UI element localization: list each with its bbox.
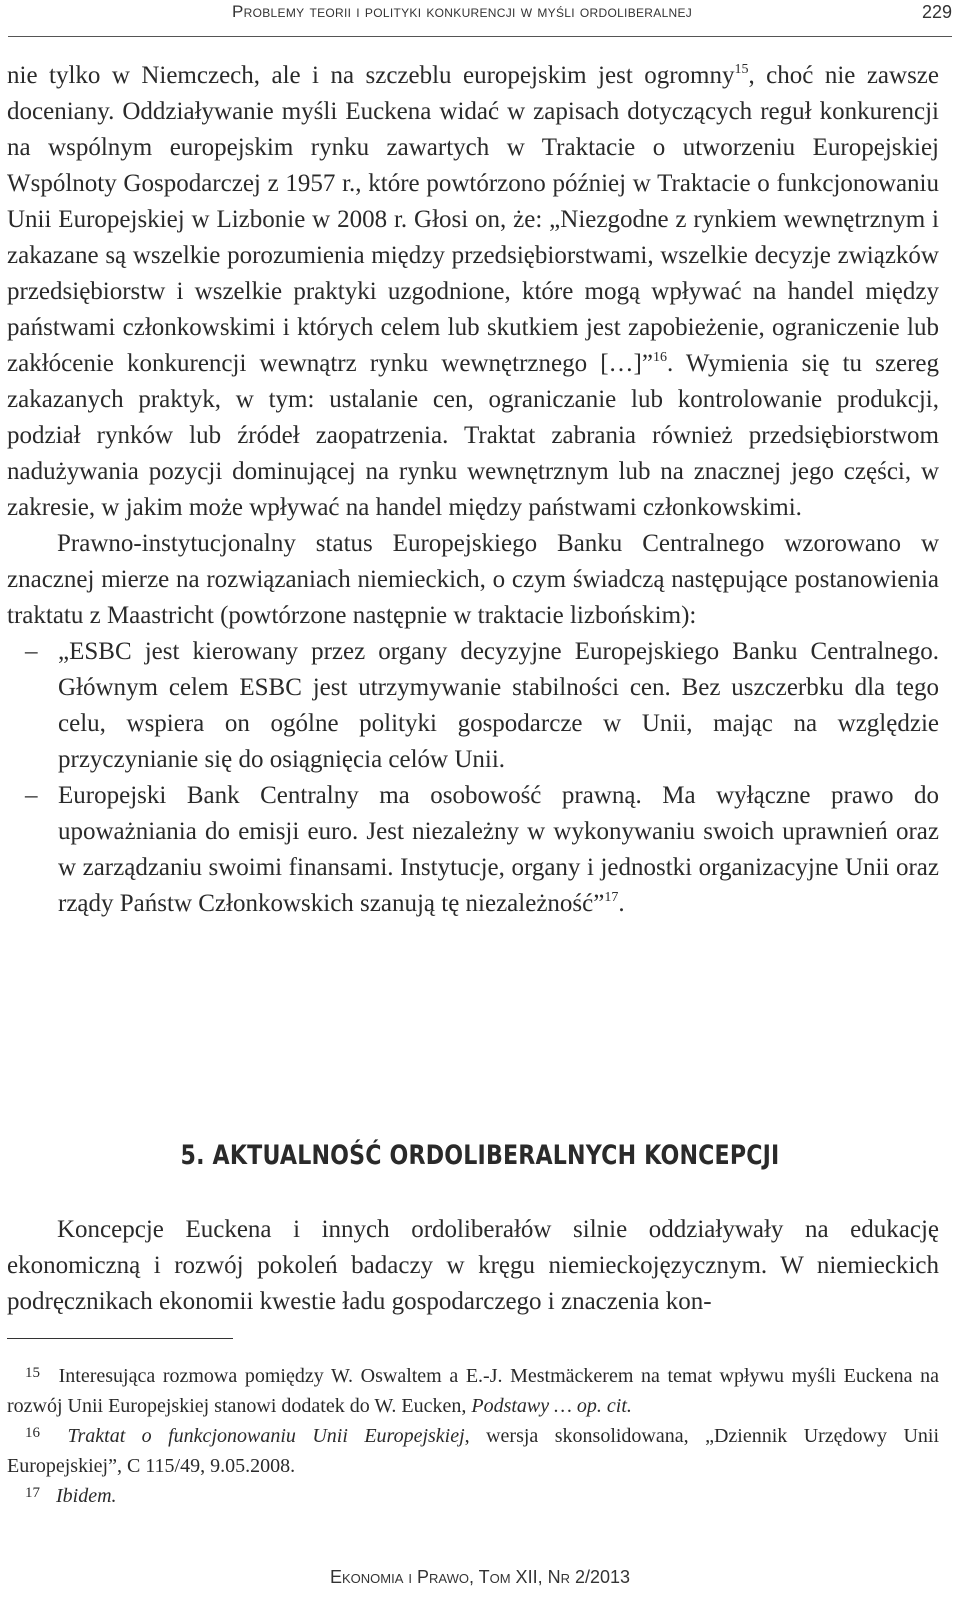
main-body-text [7,58,939,922]
footnote-text: , wersja skonsolidowana, „Dziennik Urzędowy Unii Europejskiej”, C 115/49, 9.05.2008. [7,1425,939,1477]
quote-item [7,634,939,778]
paragraph-text: nie tylko w Niemczech, ale i na szczeblu europejskim jest ogromny [7,62,735,89]
quote-text: „ESBC jest kierowany przez organy decyzyjne Europejskiego Banku Centralnego. Głównym celem ESBC jest utrzymywanie stabilności cen. Bez uszczerbku dla tego celu, wspiera on ogólne polityki gospodarcze w Unii, mając na względzie przyczynianie się do osiągnięcia celów Unii. [58,638,939,773]
paragraph-text: , choć nie zawsze doceniany. Oddziaływanie myśli Euckena widać w zapisach dotyczących reguł konkurencji na wspólnym europejskim rynku zawartych w Traktacie o utworzeniu Europejskiej Wspólnoty Gospodarczej z 1957 r., które powtórzono później w Traktacie o funkcjonowaniu Unii Europejskiej w Lizbonie w 2008 r. Głosi on, że: „Niezgodne z rynkiem wewnętrznym i zakazane są wszelkie porozumienia między przedsiębiorstwami, wszelkie decyzje związków przedsiębiorstw i wszelkie praktyki uzgodnione, które mogą wpływać na handel między państwami członkowskimi i których celem lub skutkiem jest zapobieżenie, ograniczenie lub zakłócenie konkurencji wewnątrz rynku wewnętrznego […]” [7,62,939,377]
quote-item [7,778,939,922]
footnote-citation: Traktat o funkcjonowaniu Unii Europejskiej [67,1425,465,1447]
list-dash: – [25,638,38,665]
running-footer: Ekonomia i Prawo, Tom XII, Nr 2/2013 [329,1567,631,1587]
section-body-text [7,1212,939,1320]
footnote-15: 15 Interesująca rozmowa pomiędzy W. Oswaltem a E.-J. Mestmäckerem na temat wpływu myśli Euckena na rozwój Unii Europejskiej stanowi dodatek do W. Eucken, Podstawy … op. cit. [7,1365,940,1417]
quote-text: Europejski Bank Centralny ma osobowość prawną. Ma wyłączne prawo do upoważniania do emisji euro. Jest niezależny w wykonywaniu swoich uprawnień oraz w zarządzaniu swoimi finansami. Instytucje, organy i jednostki organizacyjne Unii oraz rządy Państw Członkowskich szanują tę niezależność” [58,782,939,917]
footnote-ref-15[interactable]: 15 [734,62,749,77]
footnote-text: Interesująca rozmowa pomiędzy W. Oswaltem a E.-J. Mestmäckerem na temat wpływu myśli Euckena na rozwój Unii Europejskiej stanowi dodatek do W. Eucken, [7,1365,940,1417]
page-number: 229 [921,2,952,22]
footnotes [7,1361,939,1511]
paragraph-ordoliberal-influence [7,58,939,526]
footnote-divider [7,1338,233,1339]
running-title: Problemy teorii i polityki konkurencji w myśli ordoliberalnej [232,2,693,21]
paragraph-eucken-concepts: Koncepcje Euckena i innych ordoliberałów silnie oddziaływały na edukację ekonomiczną i rozwój pokoleń badaczy w kręgu niemieckojęzycznym. W niemieckich podręcznikach ekonomii kwestie ładu gospodarczego i znaczenia kon- [7,1216,939,1315]
list-dash: – [25,782,38,809]
footnote-ref-16[interactable]: 16 [652,350,667,365]
footnote-citation: Podstawy … op. cit. [471,1395,632,1417]
treaty-quote-list [7,634,939,922]
footnote-ref-17[interactable]: 17 [604,890,619,905]
footnote-17: 17 Ibidem. [25,1485,117,1507]
footnote-citation: Ibidem. [56,1485,117,1507]
paragraph-text: . Wymienia się tu szereg zakazanych praktyk, w tym: ustalanie cen, ograniczanie lub kontrolowanie produkcji, podział rynków lub źródeł zaopatrzenia. Traktat zabrania również przedsiębiorstwom nadużywania pozycji dominującej na rynku wewnętrznym lub na znacznej jego części, w zakresie, w jakim może wpływać na handel między państwami członkowskimi. [7,350,939,521]
paragraph-ecb-status: Prawno-instytucjonalny status Europejskiego Banku Centralnego wzorowano w znacznej mierze na rozwiązaniach niemieckich, o czym świadczą następujące postanowienia traktatu z Maastricht (powtórzone następnie w traktacie lizbońskim): [7,530,939,629]
running-header [8,0,952,37]
section-heading: 5. AKTUALNOŚĆ ORDOLIBERALNYCH KONCEPCJI [180,1140,780,1171]
quote-text-end: . [618,890,625,917]
footnote-16: 16 Traktat o funkcjonowaniu Unii Europejskiej, wersja skonsolidowana, „Dziennik Urzędowy Unii Europejskiej”, C 115/49, 9.05.2008. [7,1425,939,1477]
